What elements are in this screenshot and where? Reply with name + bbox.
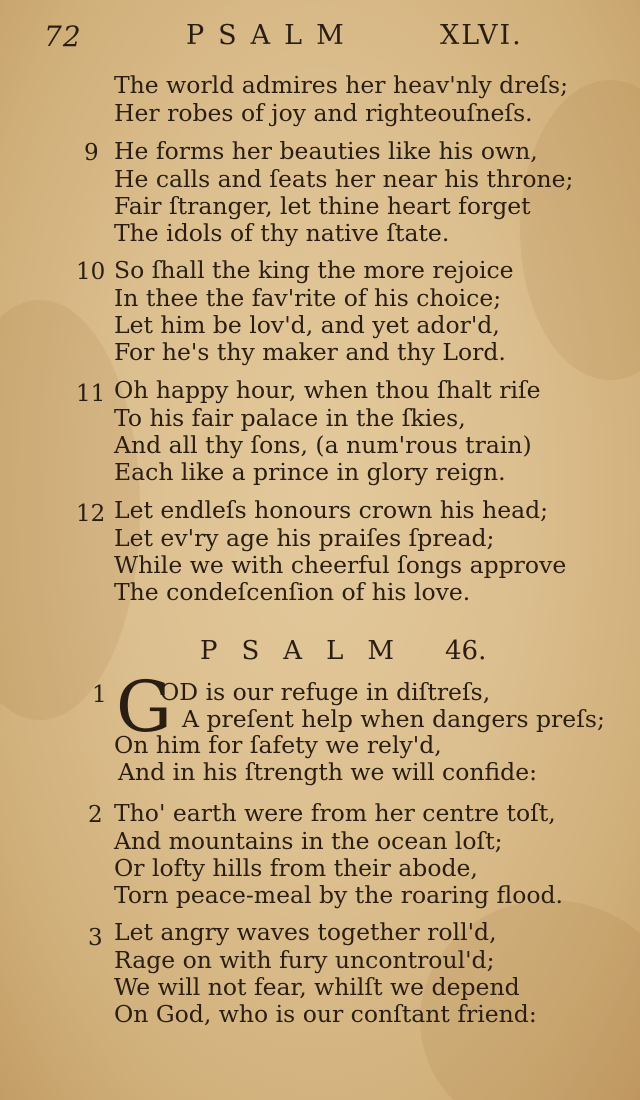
verse-line: And mountains in the ocean loſt; [114, 827, 503, 855]
verse-number: 12 [76, 501, 106, 527]
verse-line: While we with cheerful ſongs approve [114, 551, 567, 579]
verse-line: A preſent help when dangers preſs; [182, 705, 605, 733]
verse-line: Oh happy hour, when thou ſhalt riſe [114, 376, 541, 404]
drop-cap: G [116, 666, 172, 748]
verse-line: On him for ſafety we rely'd, [114, 731, 442, 759]
verse-line: And in his ſtrength we will confide: [118, 758, 538, 786]
paper-stain [520, 80, 640, 380]
verse-line: We will not fear, whilſt we depend [114, 973, 520, 1001]
page-header [0, 20, 640, 60]
psalm-title [0, 636, 640, 670]
psalm-title-word: PSALM [200, 636, 418, 666]
verse-line: OD is our refuge in diſtreſs, [160, 678, 491, 706]
page-number: 72 [44, 20, 82, 53]
verse-line: The condeſcenſion of his love. [114, 578, 471, 606]
verse-line: Fair ſtranger, let thine heart forget [114, 192, 531, 220]
running-head-word: PSALM [186, 20, 358, 51]
verse-line: Or lofty hills from their abode, [114, 854, 478, 882]
verse-line: Let angry waves together roll'd, [114, 918, 497, 946]
verse-line: Her robes of joy and righteouſneſs. [114, 99, 533, 127]
verse-number: 9 [84, 140, 99, 166]
verse-number: 1 [92, 682, 107, 708]
psalm-title-number: 46. [445, 636, 487, 666]
verse-number: 10 [76, 259, 106, 285]
verse-line: Let ev'ry age his praiſes ſpread; [114, 524, 495, 552]
verse-number: 11 [76, 381, 106, 407]
verse-line: Each like a prince in glory reign. [114, 458, 506, 486]
verse-line: Let him be lov'd, and yet ador'd, [114, 311, 500, 339]
verse-line: On God, who is our conſtant friend: [114, 1000, 537, 1028]
verse-line: And all thy ſons, (a num'rous train) [114, 431, 532, 459]
verse-line: He calls and ſeats her near his throne; [114, 165, 574, 193]
verse-number: 3 [88, 925, 103, 951]
running-head-number: XLVI. [440, 20, 523, 51]
verse-line: In thee the fav'rite of his choice; [114, 284, 502, 312]
verse-line: Tho' earth were from her centre toſt, [114, 799, 556, 827]
verse-line: For he's thy maker and thy Lord. [114, 338, 506, 366]
verse-line: Torn peace-meal by the roaring flood. [114, 881, 564, 909]
verse-line: To his fair palace in the ſkies, [114, 404, 466, 432]
verse-line: The idols of thy native ſtate. [114, 219, 450, 247]
verse-line: He forms her beauties like his own, [114, 137, 538, 165]
verse-line: So ſhall the king the more rejoice [114, 256, 514, 284]
verse-line: The world admires her heav'nly dreſs; [114, 71, 569, 99]
verse-number: 2 [88, 802, 103, 828]
verse-line: Rage on with fury uncontroul'd; [114, 946, 495, 974]
verse-line: Let endleſs honours crown his head; [114, 496, 549, 524]
